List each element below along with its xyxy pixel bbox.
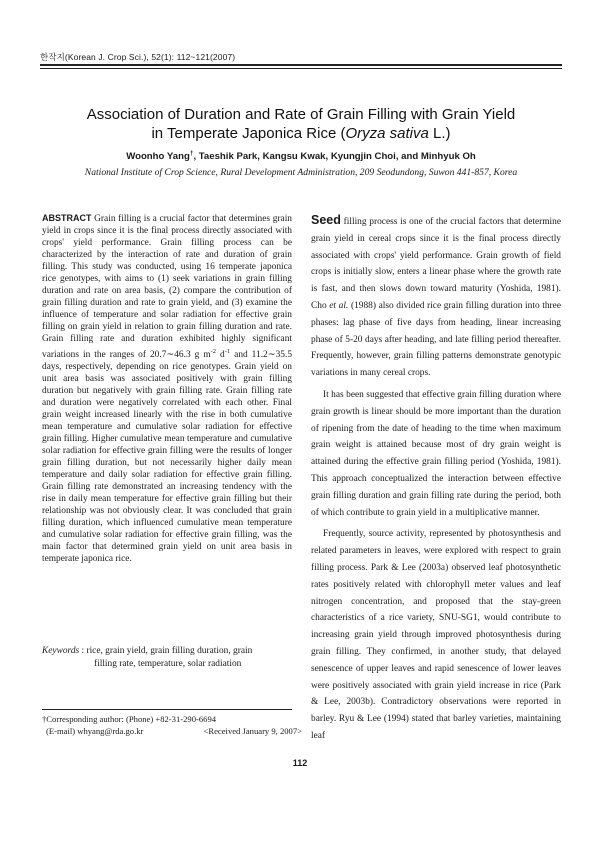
- keywords-label: Keywords: [42, 646, 80, 656]
- first-author: Woonho Yang: [126, 151, 190, 163]
- received-date: <Received January 9, 2007>: [203, 726, 302, 736]
- keywords: [42, 645, 292, 671]
- abstract-text-part-1: Grain filling is a crucial factor that determines grain yield in crops since it is the final process directly associated with crops' yield performance. Grain filling process can be characterized by the interaction of rate and duration of grain filling. This study was conducted, using 16 temperate japonica rice genotypes, with aims to (1) seek variations in grain filling duration and rate on area basis, (2) compare the contribution of grain filling duration and rate to grain yield, and (3) examine the influence of temperature and solar radiation for effective grain filling on grain yield in relation to grain filling duration and rate. Grain filling rate and duration exhibited highly significant variations in the ranges of 20.7∼46.3 g m: [42, 214, 292, 360]
- abstract-text-part-2: and 11.2∼35.5 days, respectively, depending on rice genotypes. Grain yield on unit area basis was associated positively with grain filling duration but negatively with grain filling rate. Grain filling rate and duration were negatively correlated with each other. Final grain weight increased linearly with the rise in both cumulative mean temperature and cumulative solar radiation for effective grain filling. Higher cumulative mean temperature and cumulative solar radiation for effective grain filling were the results of longer grain filling duration, but not necessarily higher daily mean temperature and daily solar radiation for effective grain filling. Grain filling rate demonstrated an increasing tendency with the rise in daily mean temperature for effective grain filling but their relationship was not obviously clear. It was concluded that grain filling duration, which influenced cumulative mean temperature and cumulative solar radiation for effective grain filling, was the main factor that determined grain yield on unit area basis in temperate japonica rice.: [42, 349, 293, 565]
- page-number: 112: [292, 758, 308, 768]
- footnote-line-2: [42, 725, 302, 737]
- abstract-label: ABSTRACT: [42, 213, 92, 223]
- body-paragraph-3: Frequently, source activity, represented by photosynthesis and related parameters in leaves, were explored with respect to grain filling process. Park & Lee (2003a) observed leaf photosynthetic rates positively related with chlorophyll meter values and leaf nitrogen concentration, and proposed that the stay-green characteristics of a rice variety, SNU-SG1, would contribute to increasing grain yield through improved photosynthesis during grain filling. They confirmed, in another study, that delayed senescence of upper leaves and rapid senescence of lower leaves were positively associated with grain yield increase in rice (Park & Lee, 2003b). Contradictory observations were reported in barley. Ryu & Lee (1994) stated that barley varieties, maintaining leaf: [311, 529, 561, 741]
- author-list: [40, 150, 562, 162]
- title-line-2-prefix: in Temperate Japonica Rice (: [151, 125, 346, 142]
- abstract-column: [42, 212, 292, 565]
- title-line-2: [40, 124, 562, 143]
- keywords-line-1: : rice, grain yield, grain filling duration, grain: [79, 646, 253, 656]
- lead-word: Seed: [311, 213, 341, 227]
- affiliation: National Institute of Crop Science, Rural Development Administration, 209 Seodundong, Suwon 441-857, Korea: [84, 167, 518, 178]
- other-authors: , Taeshik Park, Kangsu Kwak, Kyungjin Choi, and Minhyuk Oh: [193, 151, 476, 163]
- body-paragraph-2: It has been suggested that effective grain filling duration where grain growth is linear should be more important than the duration of ripening from the date of heading to the time when maximum grain weight is attained because most of dry grain weight is attained during the effective grain filling period (Yoshida, 1981). This approach conceptualized the interaction between effective grain filling duration and grain filling rate during the period, both of which contribute to grain yield in a multiplicative manner.: [311, 389, 561, 518]
- unit-exponent-1: -2: [210, 347, 217, 355]
- corresponding-author: †Corresponding author: (Phone) +82-31-290-6694: [42, 714, 217, 724]
- body-paragraph-1-b: (1988) also divided rice grain filling duration into three phases: lag phase of five days from heading, linear increasing phase of 5-20 days after heading, and late filling period thereafter. Frequently, however, grain filling patterns demonstrate genotypic variations in many cereal crops.: [311, 300, 561, 379]
- title-line-1: Association of Duration and Rate of Grain Filling with Grain Yield: [86, 106, 516, 123]
- corresponding-dagger: †: [189, 150, 194, 157]
- header-rule-thin: [40, 68, 562, 69]
- paper-title: [40, 105, 562, 143]
- et-al: et al.: [329, 300, 349, 311]
- body-paragraph-1: [311, 212, 561, 382]
- unit-exponent-2: -1: [224, 347, 231, 355]
- journal-header: 한작지(Korean J. Crop Sci.), 52(1): 112~121(2007): [40, 52, 236, 62]
- footnote: [42, 713, 302, 737]
- keywords-line-2: filling rate, temperature, solar radiation: [94, 659, 242, 669]
- title-line-2-suffix: L.): [428, 125, 451, 142]
- header-rule: [40, 64, 562, 66]
- unit-day: d: [216, 349, 225, 360]
- author-email: (E-mail) whyang@rda.go.kr: [46, 726, 144, 736]
- footnote-rule: [42, 709, 292, 710]
- body-column: [311, 212, 561, 750]
- body-paragraph-1-a: filling process is one of the crucial factors that determine grain yield in cereal crops since it is the final process directly associated with crops' yield performance. Grain growth of field crops is initially slow, enters a linear phase where the growth rate is fast, and then slows down toward maturity (Yoshida, 1981). Cho: [311, 217, 561, 311]
- species-name: Oryza sativa: [345, 125, 429, 142]
